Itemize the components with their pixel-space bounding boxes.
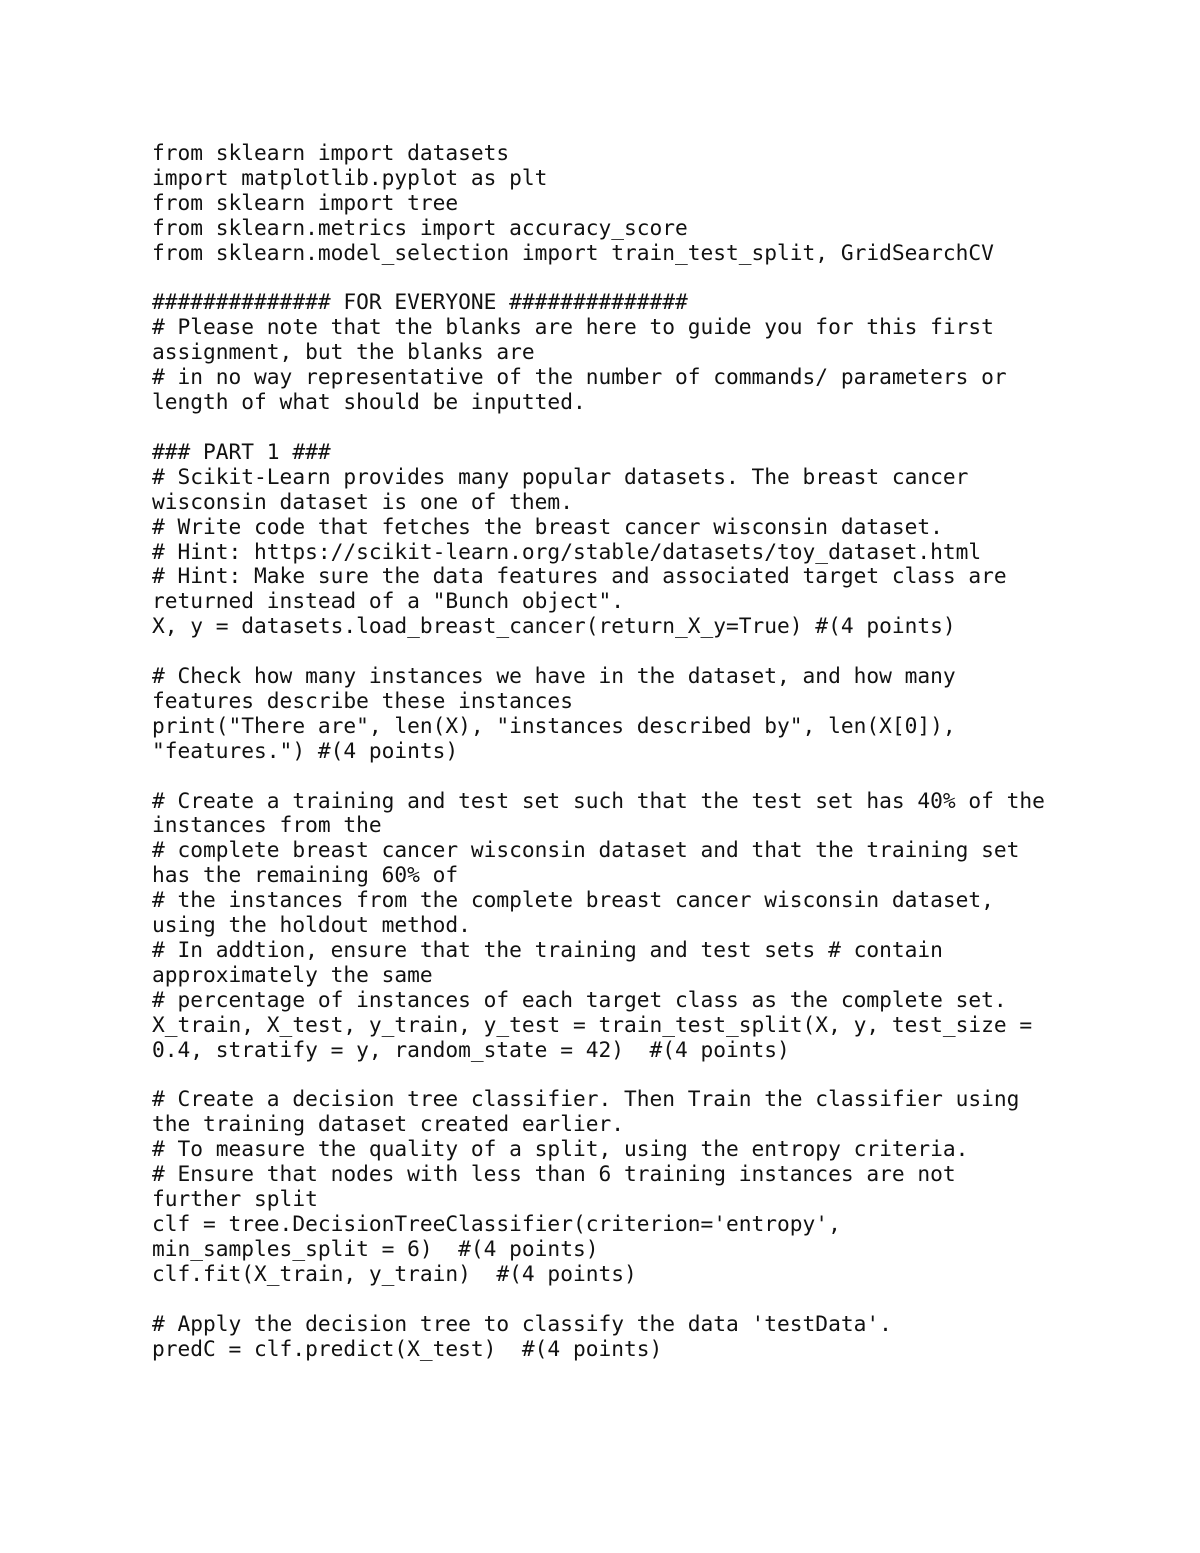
code-line: 0.4, stratify = y, random_state = 42) #(4 points) — [152, 1036, 790, 1062]
code-line: the training dataset created earlier. — [152, 1111, 624, 1137]
code-line: # Ensure that nodes with less than 6 training instances are not — [152, 1161, 956, 1187]
code-line: # in no way representative of the number of commands/ parameters or — [152, 364, 1007, 390]
code-line: # In addtion, ensure that the training and test sets # contain — [152, 937, 943, 962]
code-line: # complete breast cancer wisconsin dataset and that the training set — [152, 837, 1020, 863]
code-line: # the instances from the complete breast cancer wisconsin dataset, — [152, 887, 994, 913]
code-line: "features.") #(4 points) — [152, 737, 459, 763]
code-line: predC = clf.predict(X_test) #(4 points) — [152, 1335, 663, 1361]
code-line: # To measure the quality of a split, using the entropy criteria. — [152, 1136, 969, 1162]
code-line: print("There are", len(X), "instances described by", len(X[0]), — [152, 712, 956, 738]
code-line: has the remaining 60% of — [152, 862, 459, 888]
code-line: assignment, but the blanks are — [152, 339, 535, 365]
code-line: returned instead of a "Bunch object". — [152, 588, 624, 614]
code-line: ############## FOR EVERYONE ############## — [152, 289, 688, 315]
code-line: # Hint: https://scikit-learn.org/stable/datasets/toy_dataset.html — [152, 538, 982, 564]
code-line: clf = tree.DecisionTreeClassifier(criterion='entropy', — [152, 1210, 841, 1236]
code-line — [152, 639, 1152, 664]
code-line: from sklearn import datasets — [152, 140, 510, 165]
code-line: X_train, X_test, y_train, y_test = train_test_split(X, y, test_size = — [152, 1011, 1033, 1037]
code-line — [152, 1287, 1152, 1312]
code-line: # percentage of instances of each target class as the complete set. — [152, 986, 1007, 1012]
code-line: import matplotlib.pyplot as plt — [152, 164, 548, 190]
code-listing — [152, 141, 1152, 1361]
code-line: from sklearn.model_selection import train_test_split, GridSearchCV — [152, 239, 994, 265]
code-line: # Check how many instances we have in the dataset, and how many — [152, 663, 956, 689]
code-line: wisconsin dataset is one of them. — [152, 488, 573, 514]
code-line: using the holdout method. — [152, 912, 471, 938]
code-line: clf.fit(X_train, y_train) #(4 points) — [152, 1260, 637, 1286]
code-line: approximately the same — [152, 961, 433, 987]
code-line: from sklearn.metrics import accuracy_score — [152, 214, 688, 240]
code-line: # Write code that fetches the breast cancer wisconsin dataset. — [152, 513, 943, 539]
code-line: # Scikit-Learn provides many popular datasets. The breast cancer — [152, 463, 969, 489]
code-line: # Create a training and test set such that the test set has 40% of the — [152, 787, 1045, 813]
code-line: from sklearn import tree — [152, 189, 459, 215]
code-line: instances from the — [152, 812, 382, 838]
code-line — [152, 415, 1152, 440]
code-line — [152, 1063, 1152, 1088]
code-line — [152, 764, 1152, 789]
code-line: # Hint: Make sure the data features and associated target class are — [152, 563, 1007, 589]
code-line: # Please note that the blanks are here to guide you for this first — [152, 314, 994, 340]
code-line: further split — [152, 1186, 318, 1212]
code-line: # Create a decision tree classifier. Then Train the classifier using — [152, 1086, 1020, 1112]
code-line: ### PART 1 ### — [152, 438, 331, 464]
code-line: length of what should be inputted. — [152, 389, 586, 415]
code-line — [152, 266, 1152, 291]
code-line: # Apply the decision tree to classify the data 'testData'. — [152, 1310, 892, 1336]
code-line: features describe these instances — [152, 687, 573, 713]
code-line: X, y = datasets.load_breast_cancer(return_X_y=True) #(4 points) — [152, 613, 956, 639]
code-line: min_samples_split = 6) #(4 points) — [152, 1235, 599, 1261]
